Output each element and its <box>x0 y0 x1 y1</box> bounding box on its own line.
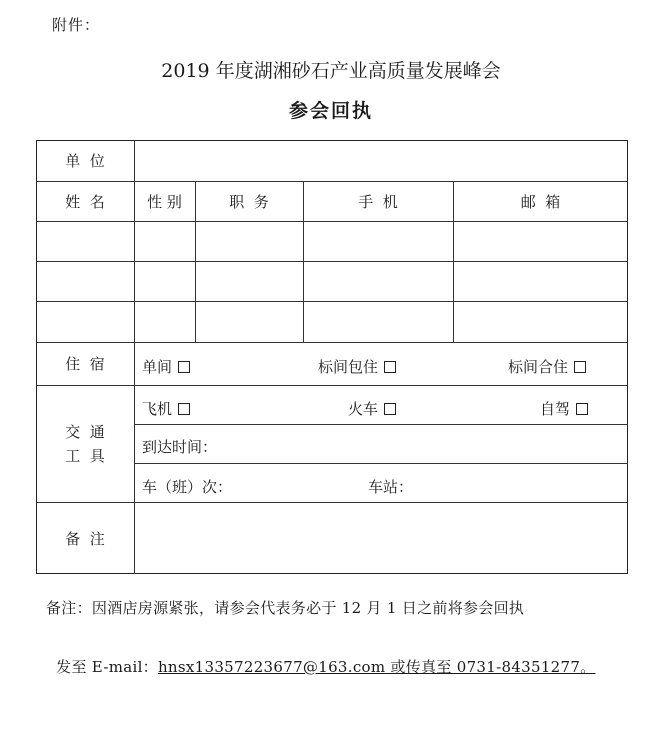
attendee-phone-field[interactable] <box>303 221 453 261</box>
attendee-position-field[interactable] <box>195 221 303 261</box>
attendee-phone-field[interactable] <box>303 301 453 342</box>
checkbox[interactable] <box>576 403 588 415</box>
transport-option-train[interactable] <box>348 398 396 419</box>
attendee-email-field[interactable] <box>453 221 628 261</box>
lodging-option-standard-shared[interactable] <box>508 356 586 377</box>
station-label: 车站： <box>368 478 414 496</box>
transport-option-label: 自驾 <box>540 400 571 418</box>
contact-email-link[interactable]: hnsx13357223677@163.com <box>157 658 386 676</box>
transport-option-label: 火车 <box>348 400 379 418</box>
remarks-label: 备 注 <box>65 529 105 548</box>
column-header-gender: 性 别 <box>147 192 182 211</box>
attendee-gender-field[interactable] <box>134 221 195 261</box>
fax-info: 或传真至 0731-84351277。 <box>385 658 596 676</box>
checkbox[interactable] <box>574 361 586 373</box>
document-title: 2019 年度湖湘砂石产业高质量发展峰会 <box>161 60 501 82</box>
lodging-label: 住 宿 <box>65 355 105 373</box>
attendee-gender-field[interactable] <box>134 261 195 301</box>
transport-option-label: 飞机 <box>142 400 173 418</box>
arrival-time-label: 到达时间： <box>142 438 218 456</box>
attendee-position-field[interactable] <box>195 301 303 342</box>
column-header-position: 职 务 <box>229 192 269 211</box>
lodging-option-single[interactable] <box>142 356 190 377</box>
transport-option-self-drive[interactable] <box>540 398 588 419</box>
footer-note-line1: 备注：因酒店房源紧张，请参会代表务必于 12 月 1 日之前将参会回执 <box>46 599 525 617</box>
attachment-label: 附件： <box>52 16 101 34</box>
form-title: 参会回执 <box>288 100 373 122</box>
attendee-gender-field[interactable] <box>134 301 195 342</box>
column-header-email: 邮 箱 <box>520 192 561 211</box>
train-number-label: 车（班）次： <box>142 478 233 496</box>
transport-label <box>36 385 134 502</box>
transport-label-line1: 交 通 <box>65 422 105 441</box>
attendee-name-field[interactable] <box>36 301 134 342</box>
lodging-option-label: 标间合住 <box>508 358 569 376</box>
checkbox[interactable] <box>178 403 190 415</box>
train-number-field[interactable] <box>240 464 360 502</box>
lodging-option-label: 标间包住 <box>318 358 379 376</box>
lodging-option-label: 单间 <box>142 358 173 376</box>
checkbox[interactable] <box>178 361 190 373</box>
attendee-email-field[interactable] <box>453 301 628 342</box>
remarks-field[interactable] <box>134 502 628 574</box>
arrival-time-field[interactable] <box>230 425 626 463</box>
footer-note-line2 <box>46 638 596 677</box>
attendee-name-field[interactable] <box>36 221 134 261</box>
transport-option-plane[interactable] <box>142 398 190 419</box>
lodging-option-standard-full[interactable] <box>318 356 396 377</box>
checkbox[interactable] <box>384 403 396 415</box>
checkbox[interactable] <box>384 361 396 373</box>
attendee-position-field[interactable] <box>195 261 303 301</box>
station-field[interactable] <box>420 464 626 502</box>
attendee-name-field[interactable] <box>36 261 134 301</box>
column-header-phone: 手 机 <box>358 192 398 211</box>
unit-label: 单 位 <box>65 152 105 170</box>
transport-label-line2: 工 具 <box>65 446 105 465</box>
footer-email-prefix: 发至 E-mail： <box>56 658 158 676</box>
attendee-phone-field[interactable] <box>303 261 453 301</box>
column-header-name: 姓 名 <box>65 192 105 211</box>
attendee-email-field[interactable] <box>453 261 628 301</box>
unit-field[interactable] <box>134 140 628 181</box>
